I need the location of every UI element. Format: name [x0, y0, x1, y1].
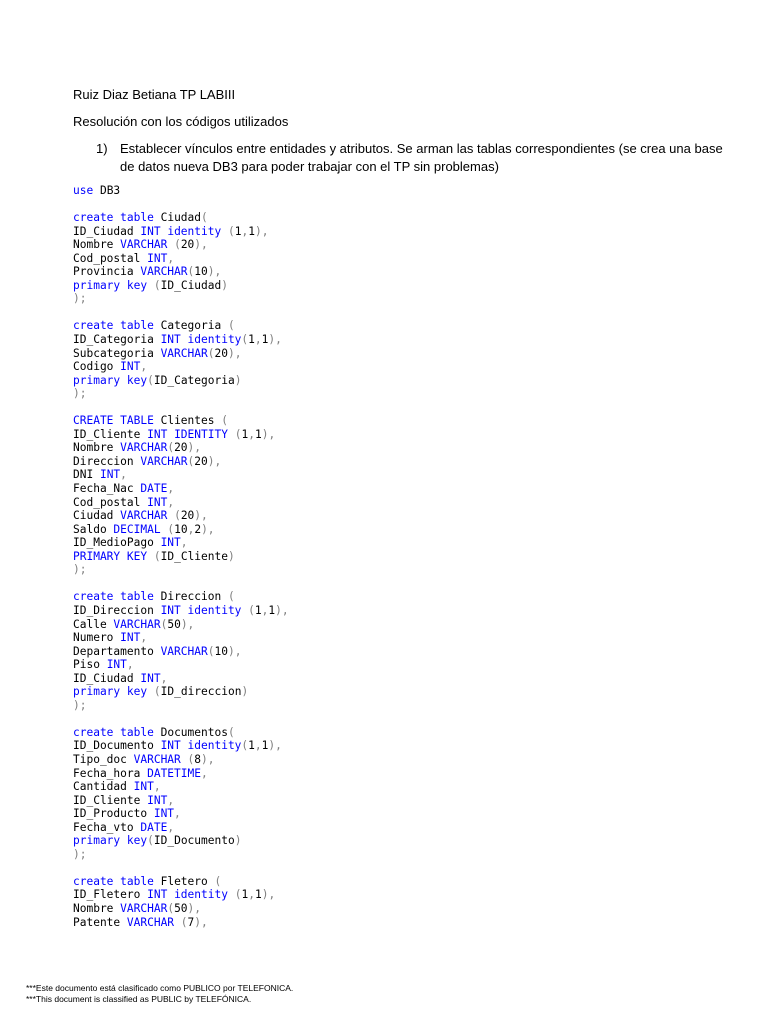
code-text — [181, 753, 188, 766]
code-text — [228, 888, 235, 901]
sql-code-block — [73, 184, 753, 929]
code-keyword: VARCHAR — [120, 238, 168, 252]
code-punctuation: ( — [227, 224, 235, 238]
code-keyword: identity — [187, 739, 242, 753]
code-text: 1 — [254, 427, 262, 441]
code-text: Fecha_hora — [73, 766, 148, 780]
code-text: Saldo — [73, 522, 114, 536]
code-keyword: key — [126, 373, 148, 387]
code-line — [73, 590, 753, 604]
code-text: Piso — [73, 658, 107, 672]
code-punctuation: ), — [268, 739, 282, 753]
code-text — [147, 550, 154, 563]
code-keyword: INT — [99, 468, 121, 482]
code-keyword: DECIMAL — [113, 522, 161, 536]
code-line — [73, 496, 753, 510]
code-keyword: table — [120, 590, 154, 604]
code-text: ID_Direccion — [73, 603, 161, 617]
code-line — [73, 712, 753, 726]
code-text: 50 — [174, 901, 188, 915]
code-line — [73, 184, 753, 198]
code-text: Nombre — [73, 238, 121, 252]
code-keyword: INT — [147, 495, 168, 509]
code-line — [73, 374, 753, 388]
code-text: 10 — [174, 522, 188, 536]
item-text: Establecer vínculos entre entidades y atributos. Se arman las tablas correspondientes (se crea una base de datos nueva DB3 para poder trabajar con el TP sin problemas) — [120, 141, 723, 174]
code-text — [221, 225, 228, 238]
code-text: ID_Documento — [73, 739, 161, 753]
code-keyword: table — [120, 874, 154, 888]
code-text: 2 — [194, 522, 202, 536]
code-keyword: VARCHAR — [133, 752, 181, 766]
code-keyword: key — [126, 834, 148, 848]
code-text: ID_Documento — [153, 834, 235, 848]
code-keyword: primary — [73, 373, 121, 387]
code-punctuation: , — [126, 658, 134, 672]
code-keyword: create — [73, 725, 114, 739]
code-line — [73, 672, 753, 686]
code-keyword: create — [73, 211, 114, 225]
code-keyword: INT — [120, 360, 141, 374]
code-punctuation: ( — [167, 522, 175, 536]
code-text: Categoria — [153, 319, 228, 333]
code-text: Codigo — [73, 360, 121, 374]
author-line: Ruiz Diaz Betiana TP LABIII — [73, 87, 236, 102]
code-text — [228, 428, 235, 441]
code-text — [181, 604, 188, 617]
code-line — [73, 509, 753, 523]
code-punctuation: ), — [187, 441, 202, 455]
code-line — [73, 238, 753, 252]
code-line — [73, 780, 753, 794]
code-line — [73, 455, 753, 469]
code-text: 20 — [180, 238, 195, 252]
code-keyword: TABLE — [120, 414, 154, 428]
code-punctuation: ) — [227, 549, 235, 563]
code-line — [73, 347, 753, 361]
code-line — [73, 211, 753, 225]
code-keyword: INT — [147, 888, 168, 902]
code-punctuation: ( — [153, 549, 161, 563]
code-punctuation: ( — [234, 427, 242, 441]
code-keyword: VARCHAR — [126, 915, 175, 929]
code-line — [73, 387, 753, 401]
code-text — [147, 685, 154, 698]
code-punctuation: , — [140, 360, 148, 374]
code-punctuation: , — [153, 780, 161, 794]
code-line — [73, 645, 753, 659]
code-keyword: INT — [140, 224, 161, 238]
code-punctuation: ) — [234, 834, 242, 848]
code-line — [73, 753, 753, 767]
code-punctuation: ( — [207, 644, 215, 658]
code-line — [73, 916, 753, 930]
code-text — [120, 550, 127, 563]
code-punctuation: ) — [241, 685, 249, 699]
code-keyword: IDENTITY — [174, 427, 228, 441]
code-punctuation: ), — [275, 603, 289, 617]
code-punctuation: ); — [73, 292, 87, 306]
code-punctuation: , — [261, 603, 269, 617]
code-text — [181, 333, 188, 346]
code-text: Fecha_Nac — [73, 482, 141, 496]
code-text: Subcategoria — [73, 346, 161, 360]
code-punctuation: ), — [227, 644, 242, 658]
code-punctuation: ( — [227, 725, 235, 739]
code-keyword: VARCHAR — [120, 509, 168, 523]
code-punctuation: ( — [147, 834, 154, 848]
code-keyword: identity — [187, 333, 242, 347]
code-line — [73, 767, 753, 781]
code-line — [73, 739, 753, 753]
code-punctuation: ); — [73, 698, 87, 712]
code-text: ID_Fletero — [73, 888, 148, 902]
code-punctuation: , — [167, 251, 175, 265]
code-line — [73, 279, 753, 293]
code-punctuation: ), — [254, 224, 269, 238]
code-text: ID_Producto — [73, 807, 154, 821]
code-punctuation: ), — [194, 509, 208, 523]
code-punctuation: ), — [261, 427, 276, 441]
code-text: 1 — [261, 739, 269, 753]
code-keyword: VARCHAR — [113, 617, 161, 631]
code-line — [73, 631, 753, 645]
code-punctuation: ), — [187, 901, 202, 915]
code-line — [73, 726, 753, 740]
code-line — [73, 401, 753, 415]
code-keyword: key — [126, 685, 148, 699]
item-number: 1) — [96, 141, 108, 156]
code-keyword: INT — [153, 807, 175, 821]
code-text — [120, 279, 127, 292]
code-punctuation: ( — [241, 739, 249, 753]
code-text: 1 — [268, 603, 276, 617]
code-text: 20 — [180, 509, 195, 523]
code-keyword: INT — [160, 333, 181, 347]
code-text: 1 — [241, 888, 249, 902]
code-text: Nombre — [73, 901, 121, 915]
code-text: Cod_postal — [73, 251, 148, 265]
code-punctuation: ( — [227, 319, 235, 333]
code-punctuation: ), — [207, 265, 222, 279]
code-text: ID_Ciudad — [73, 224, 141, 238]
code-line — [73, 658, 753, 672]
code-line — [73, 821, 753, 835]
code-punctuation: , — [120, 468, 127, 482]
code-text: DNI — [73, 468, 100, 482]
code-punctuation: ( — [167, 901, 175, 915]
code-punctuation: ( — [241, 333, 249, 347]
code-text: 1 — [234, 224, 242, 238]
code-punctuation: ( — [174, 238, 181, 252]
code-keyword: DATETIME — [147, 766, 201, 780]
code-text: Clientes — [153, 414, 222, 428]
code-punctuation: ) — [221, 278, 228, 292]
code-text: Cod_postal — [73, 495, 148, 509]
code-punctuation: ( — [160, 617, 168, 631]
code-line — [73, 482, 753, 496]
code-punctuation: , — [180, 536, 188, 550]
code-line — [73, 577, 753, 591]
code-keyword: INT — [120, 631, 141, 645]
code-punctuation: ( — [201, 211, 208, 225]
code-text: 20 — [174, 441, 188, 455]
code-text: 1 — [248, 333, 255, 347]
code-text: Patente — [73, 915, 127, 929]
code-text: 1 — [248, 739, 255, 753]
code-text: Departamento — [73, 644, 161, 658]
code-line — [73, 468, 753, 482]
code-punctuation: ( — [147, 373, 154, 387]
code-text: 10 — [214, 644, 228, 658]
code-text: ID_Cliente — [73, 793, 148, 807]
code-text: Fecha_vto — [73, 820, 141, 834]
code-keyword: INT — [106, 658, 127, 672]
code-punctuation: ( — [227, 590, 235, 604]
code-punctuation: ( — [187, 265, 195, 279]
code-text: Numero — [73, 631, 121, 645]
code-punctuation: ), — [261, 888, 276, 902]
code-punctuation: ( — [167, 441, 175, 455]
code-punctuation: , — [167, 793, 175, 807]
code-keyword: primary — [73, 834, 121, 848]
code-punctuation: , — [248, 427, 255, 441]
code-keyword: identity — [167, 224, 222, 238]
code-text: 1 — [261, 333, 269, 347]
code-keyword: INT — [160, 603, 181, 617]
code-text: ID_Categoria — [153, 373, 235, 387]
code-punctuation: ( — [214, 874, 222, 888]
code-keyword: primary — [73, 685, 121, 699]
code-punctuation: ( — [221, 414, 228, 428]
code-punctuation: , — [248, 888, 255, 902]
code-punctuation: ( — [153, 685, 161, 699]
document-subtitle: Resolución con los códigos utilizados — [73, 114, 289, 129]
code-line — [73, 685, 753, 699]
code-punctuation: ), — [227, 346, 242, 360]
code-punctuation: , — [174, 807, 181, 821]
code-keyword: INT — [147, 427, 168, 441]
code-text — [147, 279, 154, 292]
code-text: Documentos — [153, 725, 228, 739]
code-keyword: INT — [147, 251, 168, 265]
code-keyword: VARCHAR — [140, 454, 188, 468]
code-punctuation: ), — [207, 454, 222, 468]
code-punctuation: ( — [174, 509, 181, 523]
code-text: ID_Categoria — [73, 333, 161, 347]
code-text: 7 — [187, 915, 195, 929]
code-text: DB3 — [93, 184, 121, 197]
code-punctuation: ), — [201, 752, 215, 766]
code-punctuation: ( — [187, 752, 195, 766]
code-line — [73, 794, 753, 808]
code-keyword: create — [73, 874, 114, 888]
code-keyword: INT — [160, 739, 181, 753]
code-keyword: identity — [174, 888, 228, 902]
code-text — [120, 685, 127, 698]
code-keyword: VARCHAR — [160, 346, 208, 360]
code-keyword: primary — [73, 278, 121, 292]
code-line — [73, 807, 753, 821]
code-punctuation: ( — [180, 915, 188, 929]
code-text: Cantidad — [73, 780, 134, 794]
code-text: 50 — [167, 617, 181, 631]
code-punctuation: , — [187, 522, 195, 536]
code-text: Fletero — [153, 874, 215, 888]
code-line — [73, 875, 753, 889]
code-text: ID_Cliente — [160, 549, 228, 563]
code-text: ID_MedioPago — [73, 536, 161, 550]
code-line — [73, 360, 753, 374]
code-text: 1 — [241, 427, 249, 441]
code-line — [73, 306, 753, 320]
code-text: 10 — [194, 265, 208, 279]
code-punctuation: ( — [207, 346, 215, 360]
code-line — [73, 848, 753, 862]
code-line — [73, 198, 753, 212]
code-punctuation: ); — [73, 387, 87, 401]
code-keyword: INT — [160, 536, 181, 550]
code-keyword: CREATE — [73, 414, 114, 428]
code-punctuation: ( — [248, 603, 255, 617]
code-keyword: INT — [140, 671, 161, 685]
code-punctuation: , — [254, 739, 262, 753]
code-text: 1 — [248, 224, 255, 238]
code-keyword: table — [120, 211, 154, 225]
code-keyword: identity — [187, 603, 242, 617]
code-line — [73, 536, 753, 550]
code-text: ID_Cliente — [73, 427, 148, 441]
code-line — [73, 414, 753, 428]
code-punctuation: , — [200, 766, 208, 780]
code-keyword: VARCHAR — [160, 644, 208, 658]
code-line — [73, 428, 753, 442]
code-line — [73, 604, 753, 618]
code-keyword: DATE — [140, 482, 168, 496]
code-line — [73, 252, 753, 266]
code-keyword: create — [73, 590, 114, 604]
code-punctuation: ) — [234, 373, 242, 387]
code-line — [73, 523, 753, 537]
code-text: ID_Ciudad — [160, 278, 222, 292]
code-punctuation: ), — [194, 915, 208, 929]
code-text: ID_Ciudad — [73, 671, 141, 685]
code-punctuation: ( — [153, 278, 161, 292]
code-keyword: table — [120, 319, 154, 333]
code-line — [73, 834, 753, 848]
code-punctuation: ), — [201, 522, 215, 536]
code-text: Calle — [73, 617, 114, 631]
code-line — [73, 618, 753, 632]
code-text: ID_direccion — [160, 685, 242, 699]
code-keyword: use — [73, 184, 94, 197]
code-punctuation: , — [160, 671, 168, 685]
code-keyword: PRIMARY — [73, 549, 121, 563]
code-keyword: VARCHAR — [120, 441, 168, 455]
code-text: Nombre — [73, 441, 121, 455]
classification-english: ***This document is classified as PUBLIC by TELEFÓNICA. — [26, 994, 252, 1004]
code-text: Provincia — [73, 265, 141, 279]
code-punctuation: ), — [194, 238, 208, 252]
code-punctuation: , — [167, 495, 175, 509]
code-line — [73, 292, 753, 306]
code-line — [73, 225, 753, 239]
code-punctuation: ), — [180, 617, 195, 631]
code-text — [120, 834, 127, 847]
code-text — [120, 374, 127, 387]
code-text: Ciudad — [73, 509, 121, 523]
code-keyword: VARCHAR — [140, 265, 188, 279]
code-punctuation: , — [167, 820, 175, 834]
code-punctuation: , — [241, 224, 249, 238]
code-keyword: table — [120, 725, 154, 739]
code-line — [73, 888, 753, 902]
code-line — [73, 550, 753, 564]
code-text: Tipo_doc — [73, 752, 134, 766]
code-keyword: VARCHAR — [120, 901, 168, 915]
code-keyword: INT — [147, 793, 168, 807]
code-text — [181, 739, 188, 752]
code-keyword: DATE — [140, 820, 168, 834]
code-line — [73, 441, 753, 455]
code-punctuation: , — [167, 482, 175, 496]
code-line — [73, 902, 753, 916]
code-line — [73, 333, 753, 347]
code-keyword: INT — [133, 780, 154, 794]
code-text: 20 — [194, 454, 208, 468]
code-punctuation: ( — [234, 888, 242, 902]
code-keyword: key — [126, 278, 148, 292]
code-punctuation: , — [140, 631, 148, 645]
code-line — [73, 319, 753, 333]
classification-spanish: ***Este documento está clasificado como PUBLICO por TELEFONICA. — [26, 983, 294, 993]
code-text: Direccion — [153, 590, 228, 604]
code-text: 20 — [214, 346, 228, 360]
code-text: 8 — [194, 752, 202, 766]
code-punctuation: , — [254, 333, 262, 347]
code-text: Ciudad — [153, 211, 202, 225]
code-line — [73, 563, 753, 577]
code-line — [73, 699, 753, 713]
code-text: 1 — [254, 888, 262, 902]
code-keyword: KEY — [126, 549, 148, 563]
code-punctuation: ), — [268, 333, 282, 347]
code-punctuation: ); — [73, 563, 87, 577]
classification-footer — [26, 983, 293, 1005]
code-text: 1 — [254, 603, 262, 617]
code-text — [174, 916, 181, 929]
code-text: Direccion — [73, 454, 141, 468]
code-line — [73, 265, 753, 279]
code-punctuation: ( — [187, 454, 195, 468]
code-punctuation: ); — [73, 847, 87, 861]
code-keyword: create — [73, 319, 114, 333]
code-line — [73, 861, 753, 875]
